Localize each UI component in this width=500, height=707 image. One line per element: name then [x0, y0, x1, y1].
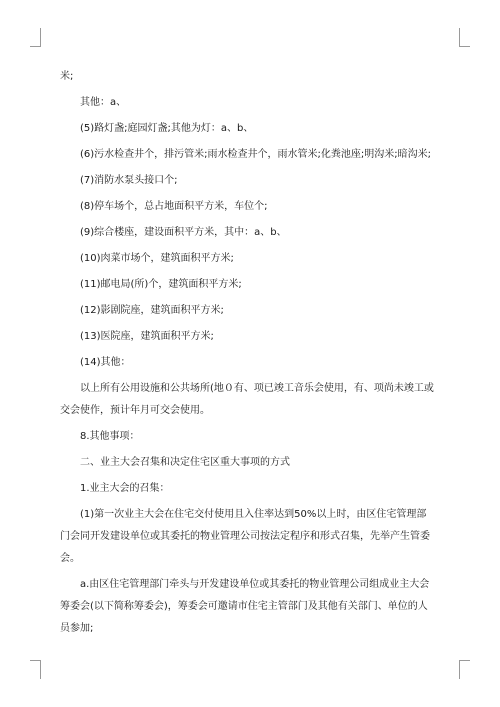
text-line: (11)邮电局(所)个，建筑面积平方米;: [80, 279, 242, 290]
text-line: 其他：a、: [80, 97, 127, 108]
section-heading: 二、业主大会召集和决定住宅区重大事项的方式: [80, 457, 290, 468]
text-line: 会。: [60, 553, 80, 564]
text-line: (9)综合楼座，建设面积平方米，其中：a、b、: [80, 227, 287, 238]
text-line: 交会使作，预计年月可交会使用。: [60, 405, 210, 416]
text-line: (1)第一次业主大会在住宅交付使用且入住率达到50%以上时，由区住宅管理部: [80, 509, 427, 520]
crop-mark-top-right: [459, 28, 470, 47]
text-line: a.由区住宅管理部门牵头与开发建设单位或其委托的物业管理公司组成业主大会: [80, 579, 430, 590]
text-line: 米;: [60, 71, 74, 82]
text-line: 员参加;: [60, 623, 94, 634]
text-line: (8)停车场个，总占地面积平方米，车位个;: [80, 201, 268, 212]
text-line: (5)路灯盏;庭园灯盏;其他为灯：a、b、: [80, 123, 254, 134]
text-line: (13)医院座，建筑面积平方米;: [80, 331, 214, 342]
text-line: (12)影剧院座，建筑面积平方米;: [80, 305, 224, 316]
crop-mark-top-left: [30, 28, 41, 47]
text-line: 以上所有公用设施和公共场所(地０有、项已竣工音乐会使用，有、项尚未竣工或: [80, 383, 434, 394]
crop-mark-bottom-right: [459, 660, 470, 679]
text-line: (14)其他：: [80, 357, 131, 368]
text-line: 筹委会(以下简称筹委会)，筹委会可邀请市住宅主管部门及其他有关部门、单位的人: [60, 601, 428, 612]
text-line: 1.业主大会的召集：: [80, 483, 170, 494]
text-line: (7)消防水泵头接口个;: [80, 175, 178, 186]
text-line: 8.其他事项：: [80, 431, 140, 442]
text-line: (10)肉菜市场个，建筑面积平方米;: [80, 253, 234, 264]
text-line: 门会同开发建设单位或其委托的物业管理公司按法定程序和形式召集，先举产生管委: [60, 531, 430, 542]
crop-mark-bottom-left: [30, 660, 41, 679]
text-line: (6)污水检查井个，排污管米;雨水检查井个，雨水管米;化粪池座;明沟米;暗沟米;: [80, 149, 432, 160]
